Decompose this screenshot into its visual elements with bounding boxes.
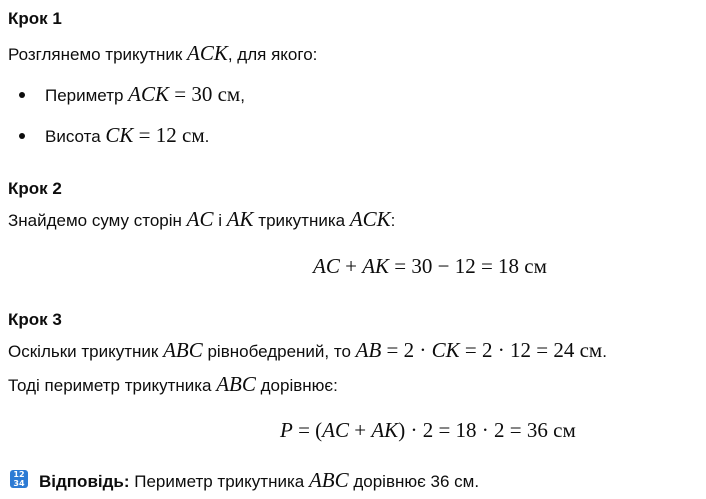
step1-intro-post: , для якого: — [227, 45, 318, 64]
bullet2-math-rest: = 12 см — [133, 123, 205, 147]
step1-bullet-perimeter — [45, 82, 245, 107]
step3-line2-pre: Тоді периметр трикутника — [8, 376, 217, 395]
step2-line-post: : — [390, 211, 396, 230]
formula3-plus: + — [349, 418, 372, 442]
bullet1-post: , — [240, 86, 245, 105]
step2-formula — [313, 254, 547, 279]
step3-math-eq2: = 2 · 12 = 24 см — [459, 338, 603, 362]
answer-text-pre: Периметр трикутника — [129, 472, 309, 491]
formula3-ac: AC — [322, 418, 350, 442]
step3-math-abc: ABC — [163, 338, 203, 362]
step2-line-pre: Знайдемо суму сторін — [8, 211, 187, 230]
step1-heading: Крок 1 — [8, 9, 62, 28]
step2-line — [8, 207, 395, 232]
step3-line2-post: дорівнює: — [255, 376, 338, 395]
step3-line2-math: ABC — [216, 372, 256, 396]
step3-line2 — [8, 372, 338, 397]
formula2-rest: = 30 − 12 = 18 см — [389, 254, 547, 278]
step3-line1-mid: рівнобедрений, то — [202, 342, 356, 361]
formula3-ak: AK — [371, 418, 399, 442]
bullet2-math-var: CK — [105, 123, 134, 147]
step3-math-ck: CK — [431, 338, 460, 362]
icon-glyph-bottom: 34 — [13, 479, 25, 488]
step2-math-ak: AK — [226, 207, 254, 231]
step3-math-ab: AB — [355, 338, 382, 362]
formula2-ak: AK — [362, 254, 390, 278]
step3-line1-pre: Оскільки трикутник — [8, 342, 164, 361]
step3-formula — [280, 418, 576, 443]
bullet1-math-var: ACK — [128, 82, 170, 106]
step2-math-ac: AC — [186, 207, 214, 231]
step2-math-ack: ACK — [349, 207, 391, 231]
step2-line-mid: і — [213, 211, 227, 230]
step1-intro-pre: Розглянемо трикутник — [8, 45, 188, 64]
answer-line — [39, 468, 479, 493]
bullet-dot — [19, 92, 25, 98]
formula3-part1: = ( — [292, 418, 323, 442]
numbers-1234-icon — [10, 470, 28, 488]
bullet1-pre: Периметр — [45, 86, 129, 105]
bullet-dot — [19, 133, 25, 139]
bullet1-math-rest: = 30 см — [169, 82, 241, 106]
step3-line1-post: . — [602, 342, 607, 361]
step3-line1 — [8, 338, 607, 363]
step2-heading: Крок 2 — [8, 179, 62, 198]
step1-intro-math: ACK — [187, 41, 228, 65]
formula3-p: P — [280, 418, 293, 442]
answer-label: Відповідь: — [39, 472, 130, 491]
step3-heading: Крок 3 — [8, 310, 62, 329]
formula2-plus: + — [339, 254, 363, 278]
icon-glyph-top: 12 — [13, 470, 25, 479]
step1-intro — [8, 41, 317, 66]
step3-math-eq1: = 2 · — [381, 338, 432, 362]
step2-line-mid2: трикутника — [253, 211, 350, 230]
answer-math-abc: ABC — [308, 468, 349, 492]
formula2-ac: AC — [313, 254, 340, 278]
formula3-rest: ) · 2 = 18 · 2 = 36 см — [398, 418, 576, 442]
bullet2-post: . — [204, 127, 210, 146]
step1-bullet-height — [45, 123, 209, 148]
bullet2-pre: Висота — [45, 127, 106, 146]
answer-text-post: дорівнює 36 см. — [348, 472, 480, 491]
